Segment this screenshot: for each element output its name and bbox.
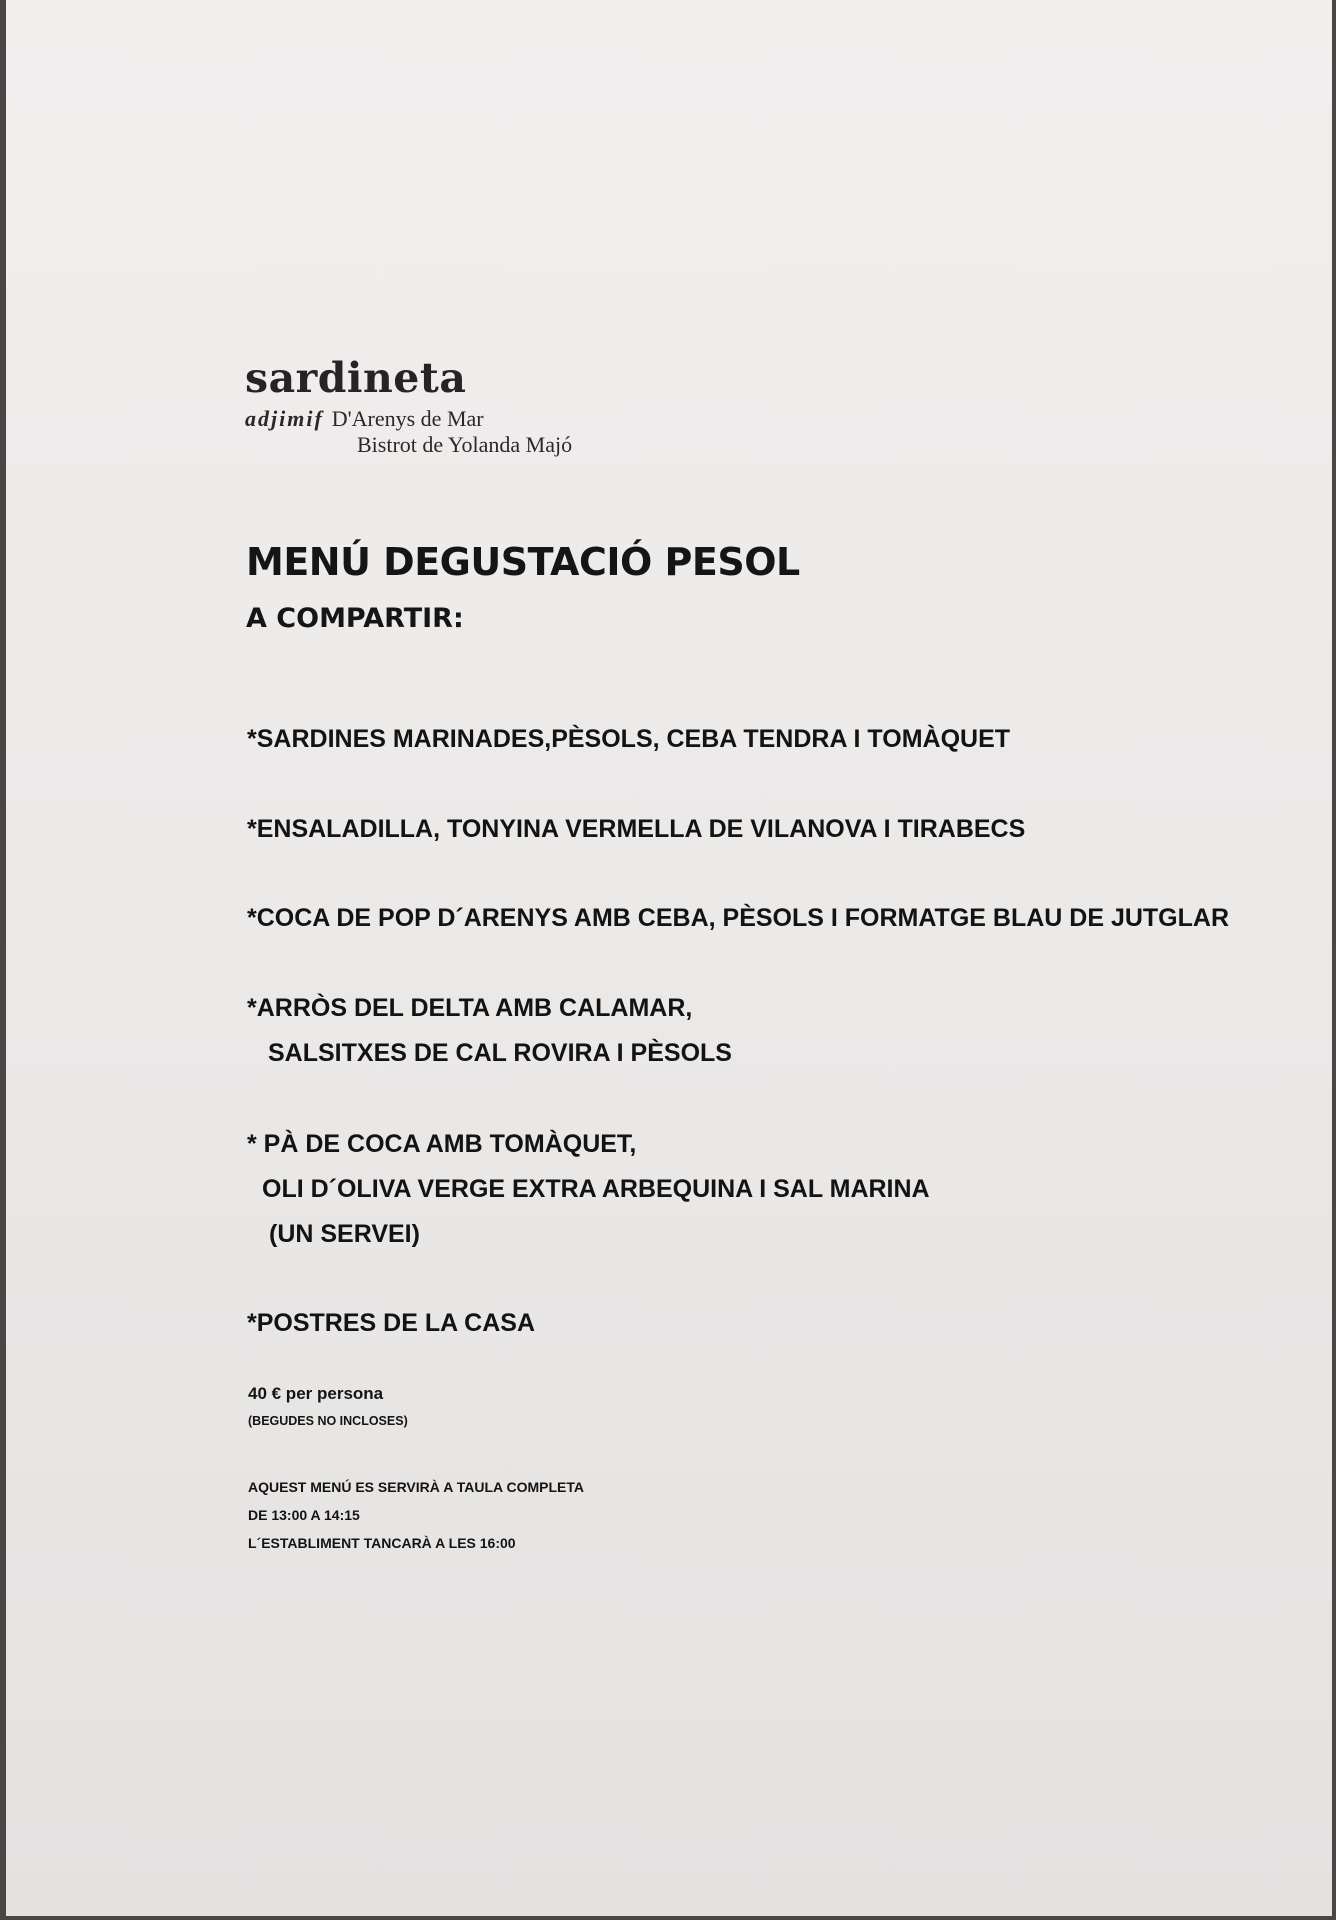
brand-location-line — [245, 406, 845, 432]
menu-item-line: *COCA DE POP D´ARENYS AMB CEBA, PÈSOLS I FORMATGE BLAU DE JUTGLAR — [247, 904, 1230, 932]
menu-item-coca-pop — [247, 896, 1229, 941]
menu-subtitle: A COMPARTIR: — [246, 603, 464, 634]
brand-logo — [245, 355, 845, 458]
menu-sheet — [6, 0, 1332, 1916]
menu-notes — [248, 1473, 584, 1557]
menu-item-ensaladilla — [247, 807, 1025, 852]
menu-item-arros — [247, 986, 732, 1076]
menu-note-line: DE 13:00 A 14:15 — [248, 1507, 360, 1523]
menu-item-postres — [247, 1301, 535, 1346]
menu-item-line: OLI D´OLIVA VERGE EXTRA ARBEQUINA I SAL MARINA — [262, 1175, 930, 1203]
menu-item-line: (UN SERVEI) — [269, 1220, 420, 1248]
brand-name: sardineta — [245, 354, 467, 402]
menu-price: 40 € per persona — [248, 1384, 384, 1403]
menu-item-line: *ARRÒS DEL DELTA AMB CALAMAR, — [247, 994, 693, 1022]
brand-tagline: adjimif — [245, 406, 324, 431]
menu-item-line: *ENSALADILLA, TONYINA VERMELLA DE VILANOVA I TIRABECS — [247, 815, 1026, 843]
menu-item-line: SALSITXES DE CAL ROVIRA I PÈSOLS — [268, 1039, 732, 1067]
menu-item-pa-de-coca — [247, 1122, 930, 1257]
menu-note-line: AQUEST MENÚ ES SERVIRÀ A TAULA COMPLETA — [248, 1479, 585, 1495]
menu-price-note: (BEGUDES NO INCLOSES) — [248, 1414, 408, 1428]
menu-item-line: *POSTRES DE LA CASA — [247, 1309, 536, 1337]
menu-item-sardines — [247, 717, 1010, 762]
menu-item-line: *SARDINES MARINADES,PÈSOLS, CEBA TENDRA I TOMÀQUET — [247, 725, 1011, 753]
menu-item-line: * PÀ DE COCA AMB TOMÀQUET, — [247, 1130, 637, 1158]
brand-location: D'Arenys de Mar — [331, 406, 484, 431]
menu-note-line: L´ESTABLIMENT TANCARÀ A LES 16:00 — [248, 1535, 516, 1551]
menu-title: MENÚ DEGUSTACIÓ PESOL — [246, 540, 800, 584]
brand-subtitle: Bistrot de Yolanda Majó — [357, 432, 573, 457]
